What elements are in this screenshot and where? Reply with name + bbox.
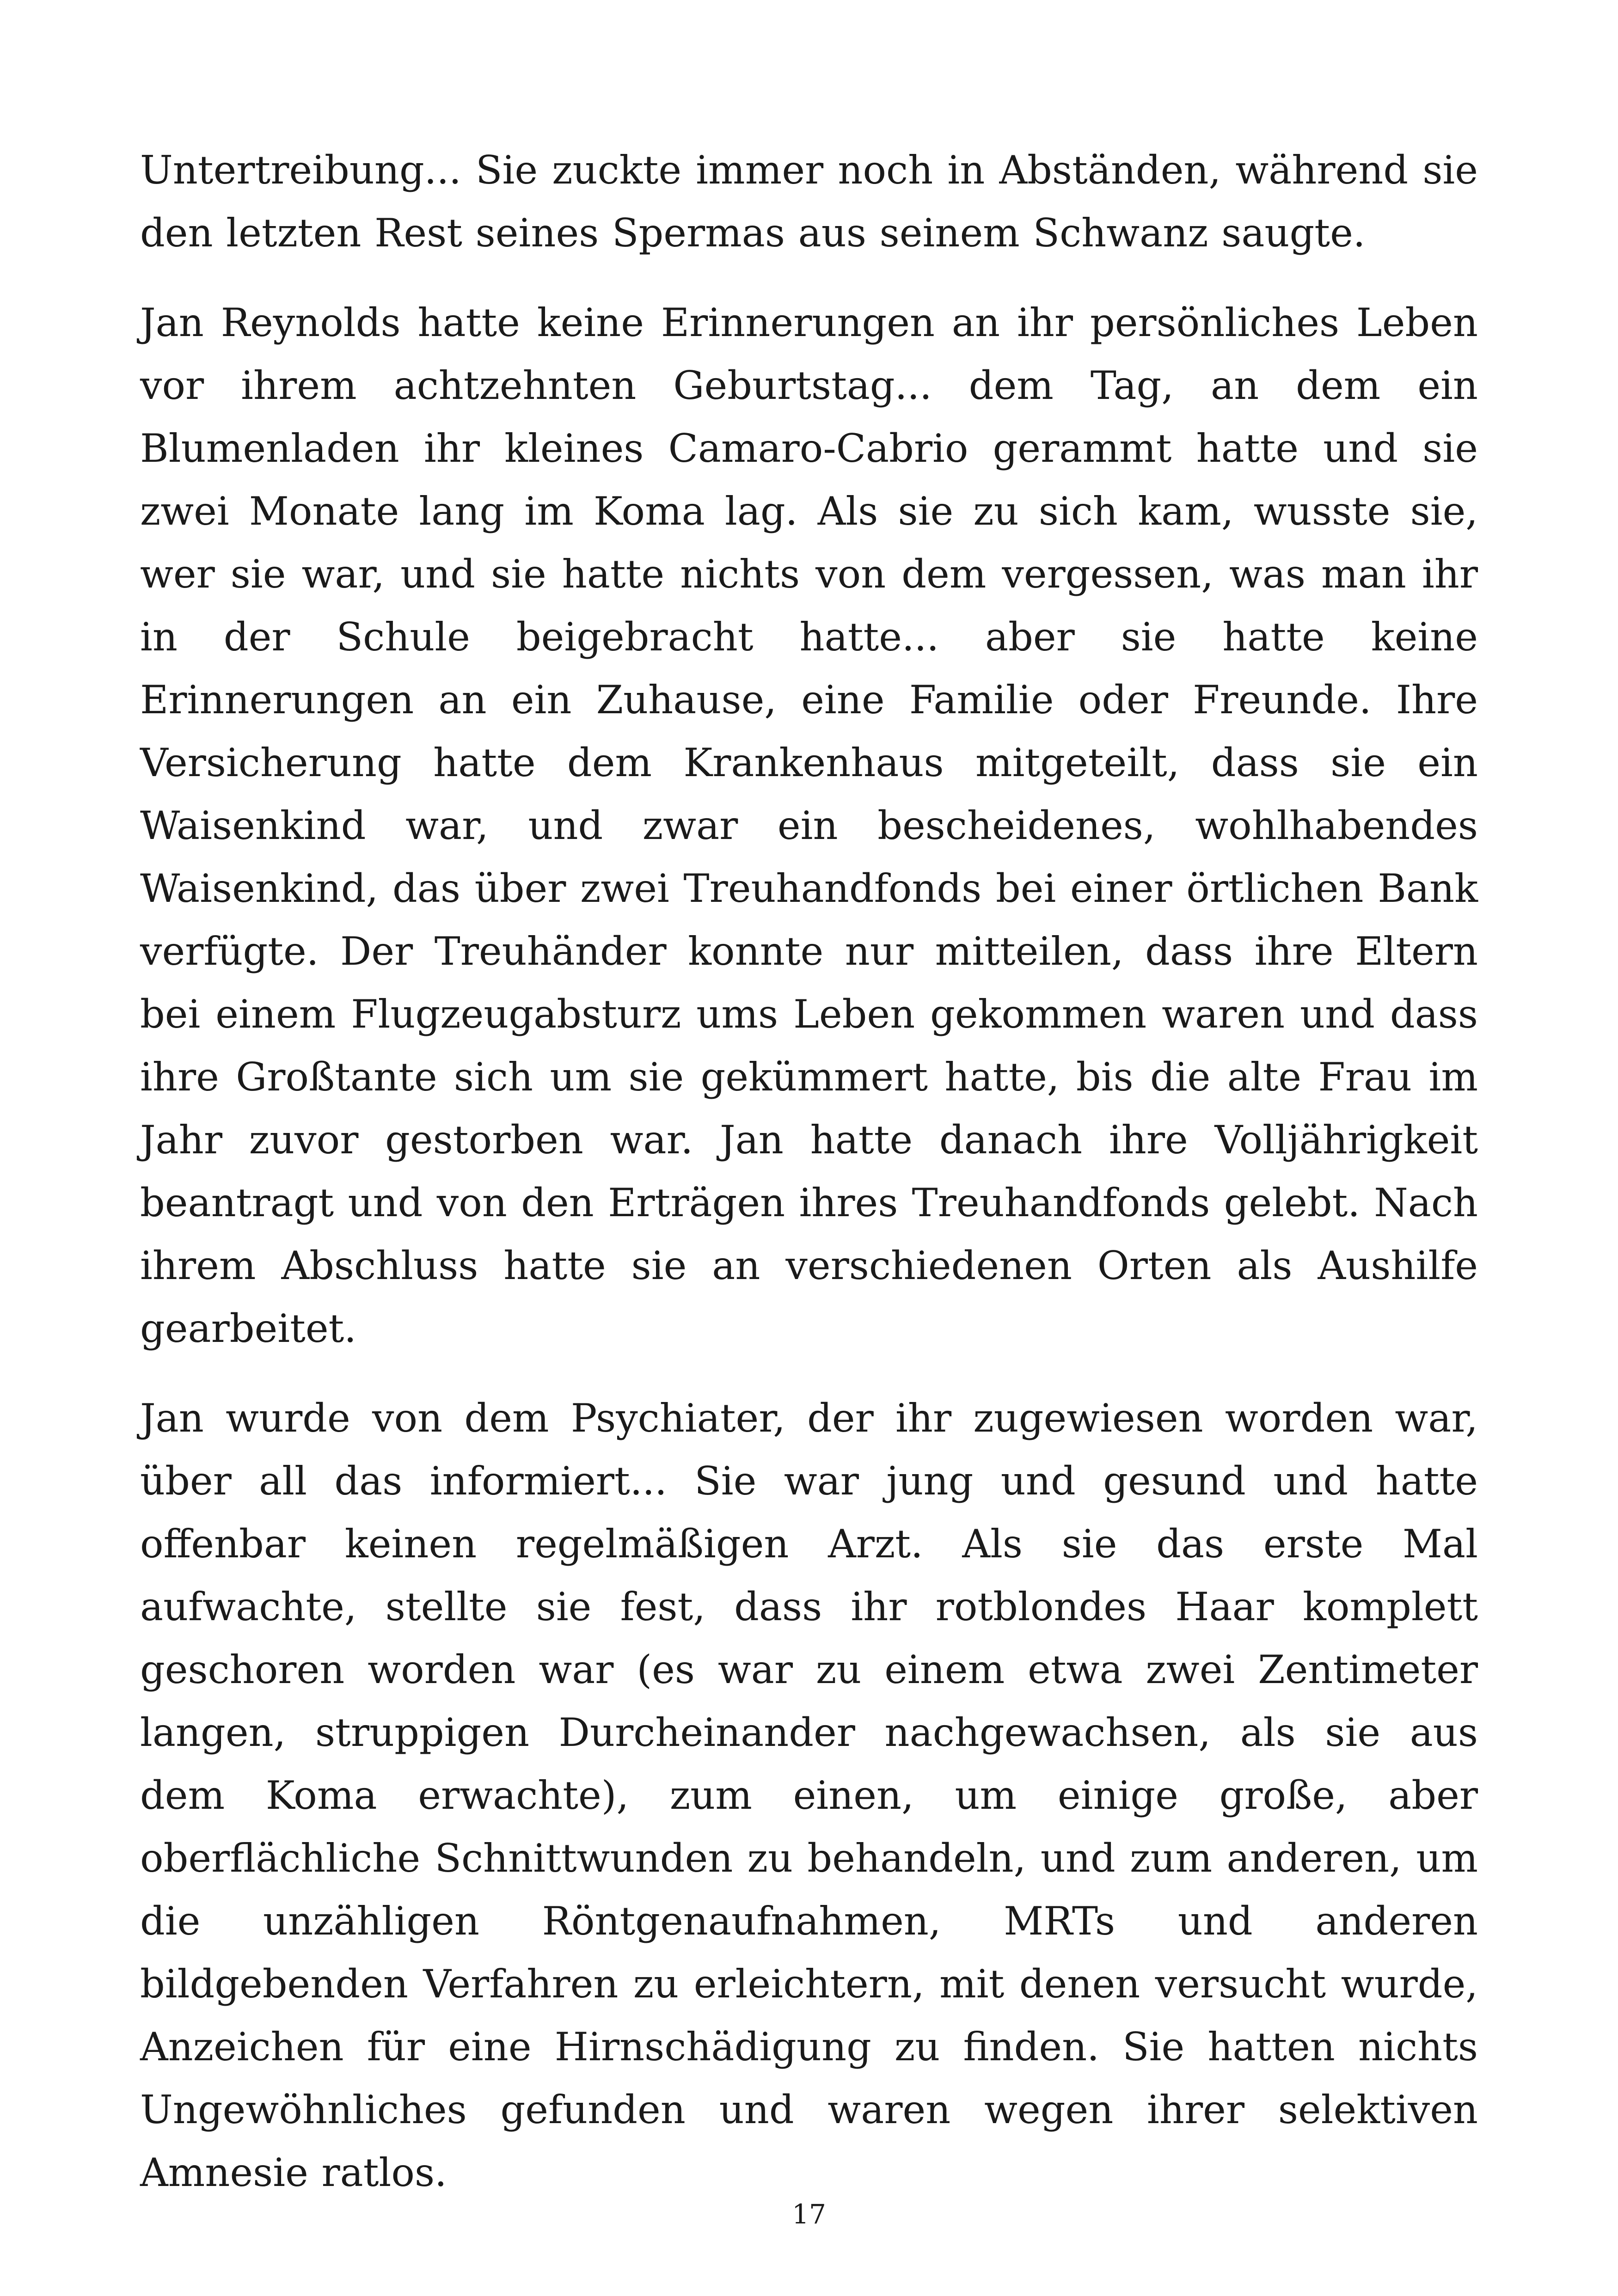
page-body [140, 139, 1478, 2231]
paragraph-1: Untertreibung... Sie zuckte immer noch in Abständen, während sie den letzten Rest seines Spermas aus seinem Schwanz saugte. [140, 147, 1478, 256]
page-number: 17 [792, 2198, 826, 2230]
paragraph-2: Jan Reynolds hatte keine Erinnerungen an ihr persönliches Leben vor ihrem achtzehnten Geburtstag... dem Tag, an dem ein Blumenladen ihr kleines Camaro-Cabrio gerammt hatte und sie zwei Monate lang im Koma lag. Als sie zu sich kam, wusste sie, wer sie war, und sie hatte nichts von dem vergessen, was man ihr in der Schule beigebracht hatte... aber sie hatte keine Erinnerungen an ein Zuhause, eine Familie oder Freunde. Ihre Versicherung hatte dem Krankenhaus mitgeteilt, dass sie ein Waisenkind war, und zwar ein bescheidenes, wohlhabendes Waisenkind, das über zwei Treuhandfonds bei einer örtlichen Bank verfügte. Der Treuhänder konnte nur mitteilen, dass ihre Eltern bei einem Flugzeugabsturz ums Leben gekommen waren und dass ihre Großtante sich um sie gekümmert hatte, bis die alte Frau im Jahr zuvor gestorben war. Jan hatte danach ihre Volljährigkeit beantragt und von den Erträgen ihres Treuhandfonds gelebt. Nach ihrem Abschluss hatte sie an verschiedenen Orten als Aushilfe gearbeitet. [140, 300, 1478, 1351]
paragraph-3: Jan wurde von dem Psychiater, der ihr zugewiesen worden war, über all das informiert... Sie war jung und gesund und hatte offenbar keinen regelmäßigen Arzt. Als sie das erste Mal aufwachte, stellte sie fest, dass ihr rotblondes Haar komplett geschoren worden war (es war zu einem etwa zwei Zentimeter langen, struppigen Durcheinander nachgewachsen, als sie aus dem Koma erwachte), zum einen, um einige große, aber oberflächliche Schnittwunden zu behandeln, und zum anderen, um die unzähligen Röntgenaufnahmen, MRTs und anderen bildgebenden Verfahren zu erleichtern, mit denen versucht wurde, Anzeichen für eine Hirnschädigung zu finden. Sie hatten nichts Ungewöhnliches gefunden und waren wegen ihrer selektiven Amnesie ratlos. [140, 1396, 1478, 2195]
